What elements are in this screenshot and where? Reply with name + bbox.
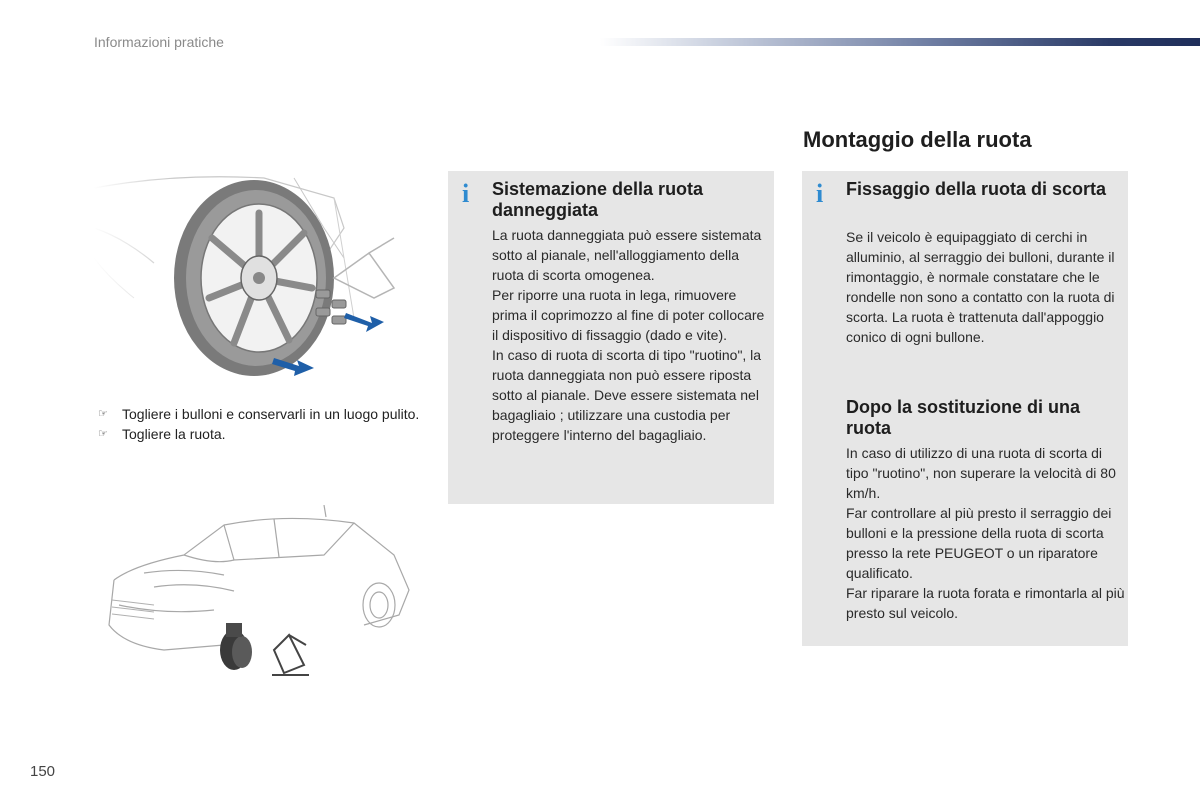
paragraph: Far riparare la ruota forata e rimontarla al più presto sul veicolo. — [846, 585, 1125, 621]
box-body — [846, 227, 1124, 347]
section-title: Montaggio della ruota — [803, 127, 1032, 152]
info-icon: i — [816, 179, 824, 208]
box-title: Fissaggio della ruota di scorta — [846, 179, 1107, 199]
car-on-jack-illustration — [94, 505, 434, 685]
list-item: ☞ Togliere i bulloni e conservarli in un luogo pulito. — [98, 406, 420, 422]
pointing-hand-icon: ☞ — [98, 428, 108, 440]
list-item: ☞ Togliere la ruota. — [98, 426, 226, 442]
paragraph: In caso di utilizzo di una ruota di scorta di tipo "ruotino", non superare la velocità di 80 km/h. — [846, 445, 1116, 501]
box-body — [492, 225, 767, 445]
wheel-removal-illustration — [94, 168, 414, 386]
paragraph: In caso di ruota di scorta di tipo "ruotino", la ruota danneggiata non può essere riposta sotto al pianale. Deve essere sistemata nel bagagliaio ; utilizzare una custodia per proteggere l'interno del bagagliaio. — [492, 347, 762, 443]
paragraph: Se il veicolo è equipaggiato di cerchi in alluminio, al serraggio dei bulloni, durante il rimontaggio, è normale constatare che le rondelle non sono a contatto con la ruota di scorta. La ruota è trattenuta dall'appoggio conico di ogni bullone. — [846, 229, 1115, 345]
paragraph: La ruota danneggiata può essere sistemata sotto al pianale, nell'alloggiamento della ruota di scorta omogenea. — [492, 227, 762, 283]
page-number: 150 — [30, 763, 56, 780]
box-sub-body — [846, 443, 1126, 623]
info-icon: i — [462, 179, 470, 208]
info-box-spare-wheel-fixing — [802, 171, 1128, 646]
header-gradient-bar — [600, 38, 1200, 46]
paragraph: Far controllare al più presto il serraggio dei bulloni e la pressione della ruota di scorta presso la rete PEUGEOT o un riparatore qualificato. — [846, 505, 1112, 581]
paragraph: Per riporre una ruota in lega, rimuovere prima il coprimozzo al fine di poter collocare il dispositivo di fissaggio (dado e vite). — [492, 287, 765, 343]
instruction-list — [94, 404, 424, 444]
pointing-hand-icon: ☞ — [98, 408, 108, 420]
info-box-damaged-wheel — [448, 171, 774, 504]
box-subtitle: Dopo la sostituzione di una ruota — [846, 397, 1080, 438]
header-title: Informazioni pratiche — [94, 34, 224, 50]
box-title: Sistemazione della ruota danneggiata — [492, 179, 704, 220]
